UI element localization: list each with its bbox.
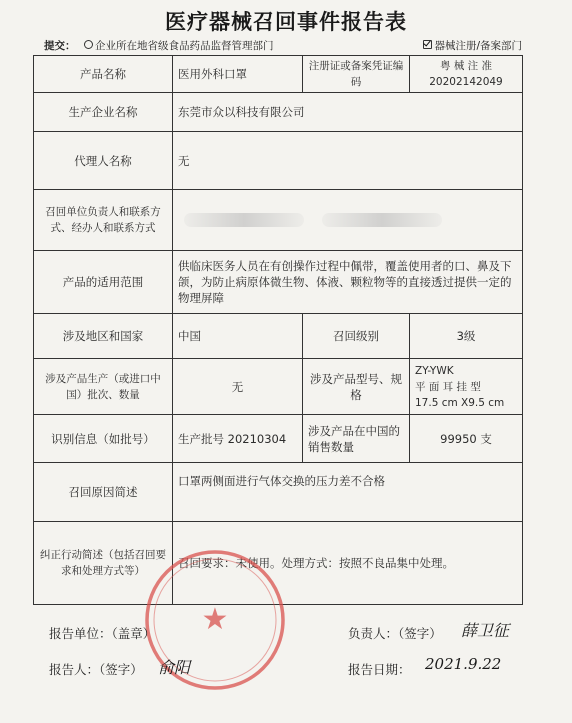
redacted-contact-info: [173, 190, 523, 251]
table-row: [34, 132, 523, 190]
field-value: 中国: [173, 314, 303, 359]
field-label: 涉及产品在中国的销售数量: [303, 415, 410, 463]
field-value: 3级: [410, 314, 523, 359]
table-row: [34, 522, 523, 605]
field-value: 东莞市众以科技有限公司: [173, 93, 523, 132]
table-row: [34, 56, 523, 93]
field-label: 生产企业名称: [34, 93, 173, 132]
person-in-charge-label: 负责人：（签字）: [348, 626, 442, 641]
field-value: 生产批号 20210304: [173, 415, 303, 463]
field-label: 涉及产品型号、规格: [303, 359, 410, 415]
table-row: [34, 314, 523, 359]
document-title: 医疗器械召回事件报告表: [165, 10, 407, 34]
recall-form-table: [33, 55, 523, 605]
field-value: 99950 支: [410, 415, 523, 463]
field-value: 医用外科口罩: [173, 56, 303, 93]
field-label: 召回原因简述: [34, 463, 173, 522]
field-label: 涉及地区和国家: [34, 314, 173, 359]
field-label: 召回单位负责人和联系方式、经办人和联系方式: [34, 190, 173, 251]
submit-label: 提交：: [44, 40, 76, 52]
radio-empty-icon: [84, 40, 93, 49]
table-row: [34, 251, 523, 314]
table-row: [34, 359, 523, 415]
field-label: 注册证或备案凭证编码: [303, 56, 410, 93]
field-label: 代理人名称: [34, 132, 173, 190]
field-value: 口罩两侧面进行气体交换的压力差不合格: [173, 463, 523, 522]
reporter-signature: 俞阳: [158, 658, 191, 677]
table-row: [34, 190, 523, 251]
field-label: 涉及产品生产（或进口中国）批次、数量: [34, 359, 173, 415]
reporting-unit-label: 报告单位：（盖章）: [49, 626, 156, 641]
field-value: 供临床医务人员在有创操作过程中佩带，覆盖使用者的口、鼻及下颌，为防止病原体微生物、体液、颗粒物等的直接透过提供一定的物理屏障: [173, 251, 523, 314]
redacted-block: [184, 213, 304, 227]
person-in-charge-signature: 薛卫征: [461, 621, 510, 640]
redacted-block: [322, 213, 442, 227]
field-value: 召回要求：未使用。处理方式：按照不良品集中处理。: [173, 522, 523, 605]
checkbox-checked-icon: [423, 40, 432, 49]
svg-text:★: ★: [201, 602, 229, 637]
submit-row: [44, 38, 524, 54]
field-label: 识别信息（如批号）: [34, 415, 173, 463]
reporter-label: 报告人：（签字）: [49, 662, 143, 677]
field-label: 产品名称: [34, 56, 173, 93]
table-row: [34, 463, 523, 522]
field-value: 无: [173, 132, 523, 190]
field-label: 召回级别: [303, 314, 410, 359]
submit-option-provincial: 企业所在地省级食品药品监督管理部门: [84, 38, 274, 53]
field-value: 粤 械 注 准 20202142049: [410, 56, 523, 93]
field-label: 产品的适用范围: [34, 251, 173, 314]
table-row: [34, 415, 523, 463]
report-date-value: 2021.9.22: [425, 655, 502, 673]
report-date-label: 报告日期：: [348, 662, 411, 677]
table-row: [34, 93, 523, 132]
field-label: 纠正行动简述（包括召回要求和处理方式等）: [34, 522, 173, 605]
field-value: ZY-YWK 平 面 耳 挂 型 17.5 cm X9.5 cm: [410, 359, 523, 415]
submit-option-registration: 器械注册/备案部门: [423, 38, 522, 53]
field-value: 无: [173, 359, 303, 415]
